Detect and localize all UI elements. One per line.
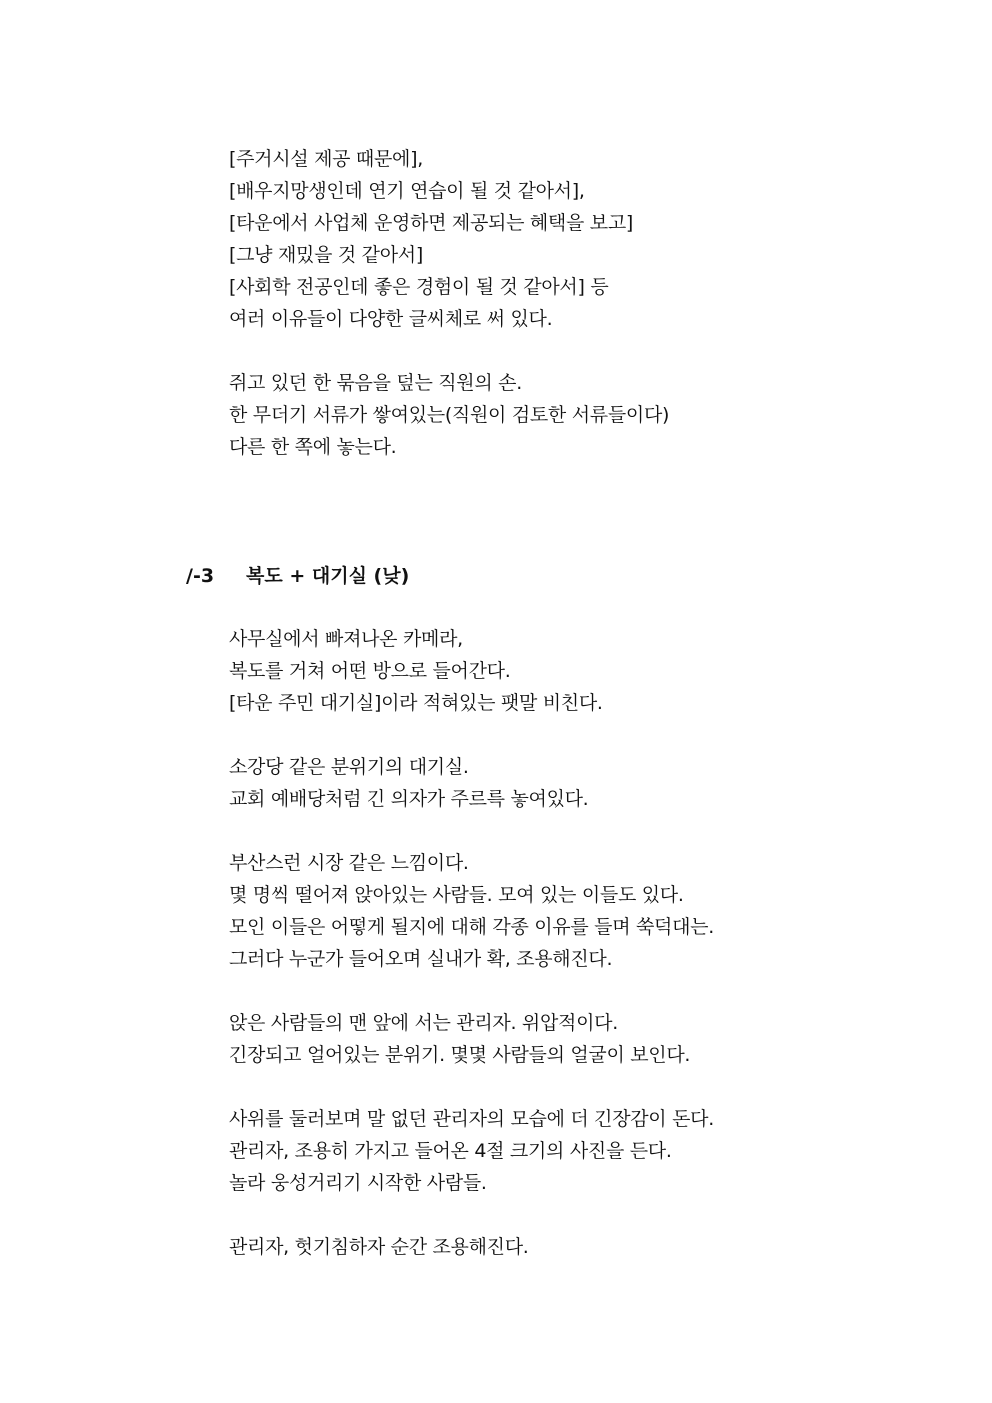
- script-line: 앉은 사람들의 맨 앞에 서는 관리자. 위압적이다.: [229, 1012, 618, 1034]
- script-line: 놀라 웅성거리기 시작한 사람들.: [229, 1172, 487, 1194]
- scene-number: /-3: [186, 565, 215, 587]
- script-line: 사무실에서 빠져나온 카메라,: [229, 628, 463, 650]
- script-line: [타운 주민 대기실]이라 적혀있는 팻말 비친다.: [229, 692, 603, 714]
- script-line: 모인 이들은 어떻게 될지에 대해 각종 이유를 들며 쑥덕대는.: [229, 916, 714, 938]
- script-line: 몇 명씩 떨어져 앉아있는 사람들. 모여 있는 이들도 있다.: [229, 884, 684, 906]
- script-line: [사회학 전공인데 좋은 경험이 될 것 같아서] 등: [229, 276, 609, 298]
- scene-heading: [186, 560, 409, 592]
- script-line: 긴장되고 얼어있는 분위기. 몇몇 사람들의 얼굴이 보인다.: [229, 1044, 691, 1066]
- script-line: 교회 예배당처럼 긴 의자가 주르륵 놓여있다.: [229, 788, 589, 810]
- script-line: [주거시설 제공 때문에],: [229, 148, 423, 170]
- script-line: 관리자, 헛기침하자 순간 조용해진다.: [229, 1236, 529, 1258]
- script-line: 부산스런 시장 같은 느낌이다.: [229, 852, 469, 874]
- script-line: 여러 이유들이 다양한 글씨체로 써 있다.: [229, 308, 553, 330]
- script-line: [그냥 재밌을 것 같아서]: [229, 244, 423, 266]
- scene-title: 복도 + 대기실 (낮): [246, 565, 410, 587]
- script-line: 그러다 누군가 들어오며 실내가 확, 조용해진다.: [229, 948, 613, 970]
- scene-paragraph-4: [229, 1007, 849, 1071]
- intro-paragraph-2: [229, 367, 849, 463]
- intro-paragraph-1: [229, 143, 849, 335]
- scene-paragraph-2: [229, 751, 849, 815]
- script-line: 복도를 거쳐 어떤 방으로 들어간다.: [229, 660, 511, 682]
- script-line: [타운에서 사업체 운영하면 제공되는 혜택을 보고]: [229, 212, 634, 234]
- script-line: 한 무더기 서류가 쌓여있는(직원이 검토한 서류들이다): [229, 404, 670, 426]
- script-line: 쥐고 있던 한 묶음을 덮는 직원의 손.: [229, 372, 522, 394]
- script-line: 소강당 같은 분위기의 대기실.: [229, 756, 469, 778]
- scene-paragraph-3: [229, 847, 849, 975]
- scene-paragraph-1: [229, 623, 849, 719]
- script-line: 다른 한 쪽에 놓는다.: [229, 436, 397, 458]
- scene-paragraph-5: [229, 1103, 849, 1199]
- script-line: 사위를 둘러보며 말 없던 관리자의 모습에 더 긴장감이 돈다.: [229, 1108, 714, 1130]
- script-line: [배우지망생인데 연기 연습이 될 것 같아서],: [229, 180, 585, 202]
- scene-paragraph-6: [229, 1231, 849, 1263]
- script-line: 관리자, 조용히 가지고 들어온 4절 크기의 사진을 든다.: [229, 1140, 672, 1162]
